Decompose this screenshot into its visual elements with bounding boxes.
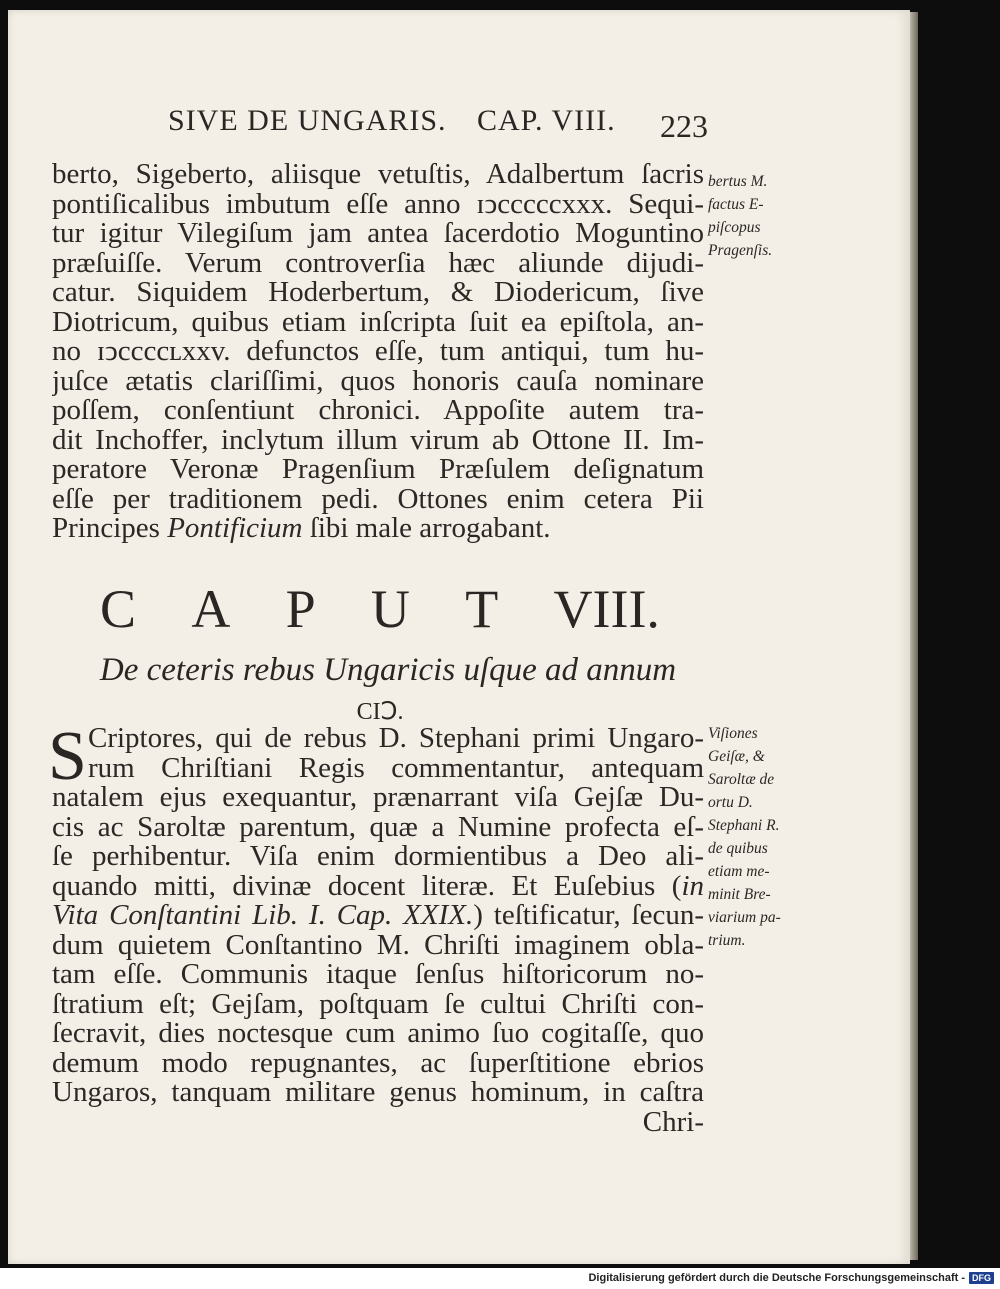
text-line: Criptores, qui de rebus D. Stephani primi Ungaro- — [88, 724, 704, 754]
margin-note — [708, 722, 804, 952]
chapter-title-letter: U — [370, 579, 410, 639]
text-line: Diotricum, quibus etiam inſcripta ſuit ea epiſtola, an- — [52, 307, 704, 337]
paragraph-continuation — [52, 160, 704, 544]
text-line: tam eſſe. Communis itaque ſenſus hiſtoricorum no- — [52, 960, 704, 990]
margin-note-line: etiam me- — [708, 863, 770, 880]
text-line — [52, 901, 704, 931]
page-edge — [910, 12, 918, 1260]
margin-note-line: minit Bre- — [708, 886, 771, 903]
text-line: pontiſicalibus imbutum eſſe anno ɪↄcccccxxx. Sequi- — [52, 189, 704, 219]
text-line: tur igitur Vilegiſum jam antea ſacerdotio Moguntino — [52, 219, 704, 249]
chapter-subtitle: De ceteris rebus Ungaricis uſque ad annum — [99, 652, 677, 688]
text-line: berto, Sigeberto, aliisque vetuſtis, Adalbertum ſacris — [52, 160, 704, 190]
text-line: poſſem, conſentiunt chronici. Appoſite autem tra- — [52, 396, 704, 426]
text-span: ſibi male arrogabant. — [302, 514, 551, 544]
chapter-title-letter: A — [191, 579, 231, 639]
text-span: Principes — [52, 514, 168, 544]
chapter-year: CIↃ. — [356, 699, 404, 725]
running-head — [168, 104, 616, 138]
catchword: Chri- — [642, 1107, 704, 1137]
italic-term: in — [681, 871, 704, 901]
chapter-body — [52, 724, 704, 1137]
margin-note-line: bertus M. — [708, 173, 768, 190]
text-line: Ungaros, tanquam militare genus hominum, in caſtra — [52, 1078, 704, 1108]
text-line: peratore Veronæ Pragenſium Præſulem deſignatum — [52, 455, 704, 485]
margin-note-line: factus E- — [708, 196, 764, 213]
digitization-credit — [588, 1272, 994, 1284]
margin-note-line: viarium pa- — [708, 909, 781, 926]
running-head-title: SIVE DE UNGARIS. — [168, 104, 447, 137]
credit-text: Digitalisierung gefördert durch die Deutsche Forschungsgemeinschaft - — [588, 1272, 965, 1284]
chapter-title-letter: T — [465, 579, 499, 639]
dfg-logo: DFG — [969, 1272, 994, 1284]
chapter-title-number: VIII. — [553, 579, 660, 639]
text-line: no ɪↄccccʟxxv. defunctos eſſe, tum antiqui, tum hu- — [52, 337, 704, 367]
margin-note-line: Stephani R. — [708, 817, 780, 834]
text-span: quando mitti, divinæ docent literæ. Et Euſebius ( — [52, 871, 682, 901]
text-span: ) teſtificatur, ſecun- — [473, 901, 704, 931]
margin-note-line: Saroltæ de — [708, 771, 775, 788]
chapter-title-letter: C — [100, 579, 137, 639]
text-line: ſecravit, dies noctesque cum animo ſuo cogitaſſe, quo — [52, 1019, 704, 1049]
margin-note — [708, 170, 804, 262]
margin-note-line: Geiſæ, & — [708, 748, 765, 765]
text-line: demum modo repugnantes, ac ſuperſtitione ebrios — [52, 1048, 704, 1078]
margin-note-line: Pragenſis. — [708, 242, 773, 259]
text-line: præſuiſſe. Verum controverſia hæc aliunde dijudi- — [52, 248, 704, 278]
margin-note-line: trium. — [708, 932, 746, 949]
text-line: catur. Siquidem Hoderbertum, & Diodericum, ſive — [52, 278, 704, 308]
text-line: ſe perhibentur. Viſa enim dormientibus a Deo ali- — [52, 842, 704, 872]
chapter-title-letter: P — [285, 579, 316, 639]
margin-note-line: piſcopus — [708, 219, 761, 236]
text-line: dum quietem Conſtantino M. Chriſti imaginem obla- — [52, 930, 704, 960]
text-line: juſce ætatis clariſſimi, quos honoris cauſa nominare — [52, 366, 704, 396]
text-line: eſſe per traditionem pedi. Ottones enim cetera Pii — [52, 484, 704, 514]
text-line: dit Inchoffer, inclytum illum virum ab Ottone II. Im- — [52, 425, 704, 455]
margin-note-line: de quibus — [708, 840, 768, 857]
italic-citation: Vita Conſtantini Lib. I. Cap. XXIX. — [52, 901, 474, 931]
chapter-title — [100, 578, 660, 640]
text-line-last — [52, 514, 704, 544]
text-line — [52, 872, 704, 902]
text-line: rum Chriſtiani Regis commentantur, antequam — [88, 753, 704, 783]
page-number: 223 — [660, 108, 708, 144]
text-line: natalem ejus exequantur, prænarrant viſa Gejſæ Du- — [52, 783, 704, 813]
text-line: ſtratium eſt; Gejſam, poſtquam ſe cultui Chriſti con- — [52, 989, 704, 1019]
text-line: cis ac Saroltæ parentum, quæ a Numine profecta eſ- — [52, 812, 704, 842]
drop-initial: S — [48, 718, 87, 795]
italic-term: Pontificium — [167, 514, 303, 544]
margin-note-line: ortu D. — [708, 794, 753, 811]
margin-note-line: Viſiones — [708, 725, 758, 742]
running-head-chapter: CAP. VIII. — [477, 104, 616, 137]
